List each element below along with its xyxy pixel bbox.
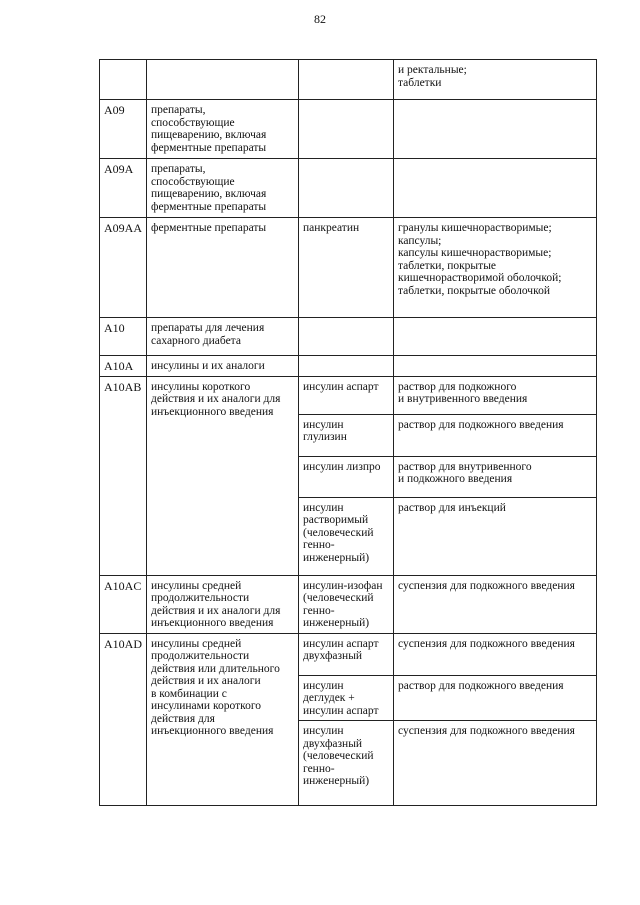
atc-code-cell <box>100 159 147 218</box>
dosage-form-cell <box>394 456 597 497</box>
dosage-form-cell-line: раствор для подкожного введения <box>398 679 564 692</box>
group-name-cell <box>147 218 299 318</box>
table-row <box>100 318 597 356</box>
group-name-cell-line: действия или длительного <box>151 662 280 675</box>
group-name-cell-line: инсулины средней <box>151 637 242 650</box>
substance-cell-line: (человеческий <box>303 592 374 604</box>
substance-cell-line: (человеческий <box>303 750 374 762</box>
table-row <box>100 159 597 218</box>
substance-cell <box>299 456 394 497</box>
substance-cell <box>299 721 394 806</box>
group-name-cell-line: инсулины короткого <box>151 380 251 393</box>
dosage-form-cell <box>394 60 597 100</box>
substance-cell <box>299 60 394 100</box>
substance-cell-line: панкреатин <box>303 222 360 234</box>
atc-code-cell-line: A09A <box>104 162 134 176</box>
dosage-form-cell-line: и ректальные; <box>398 64 467 76</box>
dosage-form-cell-line: таблетки <box>398 76 442 89</box>
table-row <box>100 376 597 414</box>
substance-cell-line: инсулин аспарт <box>303 704 379 717</box>
group-name-cell-line: действия для <box>151 712 215 725</box>
group-name-cell-line: действия и их аналоги для <box>151 604 281 617</box>
substance-cell-line: генно- <box>303 539 335 551</box>
substance-cell-line: (человеческий <box>303 526 374 539</box>
atc-code-cell-line: A10A <box>104 359 134 373</box>
dosage-form-cell-line: таблетки, покрытые оболочкой <box>398 284 550 297</box>
dosage-form-cell-line: раствор для инъекций <box>398 501 506 514</box>
group-name-cell-line: препараты, <box>151 163 206 175</box>
dosage-form-cell-line: кишечнорастворимой оболочкой; <box>398 272 562 284</box>
group-name-cell-line: продолжительности <box>151 592 250 604</box>
group-name-cell-line: препараты для лечения <box>151 322 265 334</box>
substance-cell <box>299 675 394 721</box>
group-name-cell-line: ферментные препараты <box>151 200 267 213</box>
group-name-cell-line: инъекционного введения <box>151 405 274 418</box>
group-name-cell-line: продолжительности <box>151 650 250 662</box>
substance-cell <box>299 218 394 318</box>
drug-classification-table <box>99 59 597 806</box>
dosage-form-cell-line: суспензия для подкожного введения <box>398 725 575 737</box>
atc-code-cell <box>100 575 147 633</box>
dosage-form-cell <box>394 497 597 575</box>
atc-code-cell-line: A10AD <box>104 636 142 651</box>
group-name-cell <box>147 60 299 100</box>
group-name-cell-line: пищеварению, включая <box>151 129 267 141</box>
dosage-form-cell <box>394 414 597 456</box>
table-row <box>100 575 597 633</box>
group-name-cell-line: в комбинации с <box>151 687 227 700</box>
dosage-form-cell <box>394 218 597 318</box>
substance-cell <box>299 100 394 159</box>
substance-cell-line: генно- <box>303 762 335 775</box>
group-name-cell <box>147 100 299 159</box>
substance-cell <box>299 318 394 356</box>
atc-code-cell-line: A10AB <box>104 379 142 394</box>
group-name-cell-line: инсулины средней <box>151 579 242 592</box>
table-row <box>100 60 597 100</box>
substance-cell-line: инсулин лизпро <box>303 460 381 473</box>
dosage-form-cell-line: суспензия для подкожного введения <box>398 579 575 592</box>
substance-cell <box>299 633 394 675</box>
dosage-form-cell-line: капсулы; <box>398 234 442 247</box>
atc-code-cell <box>100 376 147 575</box>
substance-cell-line: инсулин аспарт <box>303 380 379 393</box>
group-name-cell <box>147 575 299 633</box>
substance-cell <box>299 356 394 377</box>
dosage-form-cell-line: гранулы кишечнорастворимые; <box>398 222 552 234</box>
group-name-cell <box>147 633 299 806</box>
dosage-form-cell-line: суспензия для подкожного введения <box>398 637 575 650</box>
dosage-form-cell <box>394 675 597 721</box>
substance-cell-line: инсулин <box>303 501 344 514</box>
table-row <box>100 356 597 377</box>
table-row <box>100 100 597 159</box>
substance-cell-line: деглудек + <box>303 692 355 704</box>
group-name-cell-line: пищеварению, включая <box>151 188 267 200</box>
substance-cell-line: инсулин аспарт <box>303 637 379 650</box>
substance-cell-line: инсулин <box>303 679 344 692</box>
substance-cell <box>299 575 394 633</box>
substance-cell-line: двухфазный <box>303 737 363 750</box>
dosage-form-cell-line: раствор для подкожного введения <box>398 418 564 431</box>
group-name-cell-line: способствующие <box>151 175 235 188</box>
atc-code-cell-line: A10 <box>104 321 125 335</box>
substance-cell <box>299 159 394 218</box>
group-name-cell-line: способствующие <box>151 116 235 129</box>
dosage-form-cell-line: раствор для подкожного <box>398 380 517 393</box>
dosage-form-cell <box>394 159 597 218</box>
group-name-cell-line: инсулинами короткого <box>151 700 262 712</box>
substance-cell-line: инсулин-изофан <box>303 579 383 592</box>
group-name-cell <box>147 356 299 377</box>
group-name-cell-line: ферментные препараты <box>151 222 267 234</box>
atc-code-cell-line: A10AC <box>104 578 142 593</box>
group-name-cell-line: инъекционного введения <box>151 725 274 737</box>
table-row <box>100 218 597 318</box>
substance-cell-line: инсулин <box>303 418 344 431</box>
substance-cell-line: инженерный) <box>303 775 370 787</box>
dosage-form-cell <box>394 633 597 675</box>
dosage-form-cell <box>394 376 597 414</box>
dosage-form-cell-line: и подкожного введения <box>398 473 513 485</box>
table-row <box>100 633 597 675</box>
page-number: 82 <box>314 12 326 26</box>
substance-cell-line: двухфазный <box>303 650 363 662</box>
dosage-form-cell-line: таблетки, покрытые <box>398 259 497 272</box>
dosage-form-cell <box>394 721 597 806</box>
group-name-cell <box>147 159 299 218</box>
substance-cell <box>299 414 394 456</box>
dosage-form-cell-line: и внутривенного введения <box>398 393 528 405</box>
dosage-form-cell-line: раствор для внутривенного <box>398 460 532 473</box>
substance-cell-line: инсулин <box>303 725 344 737</box>
atc-code-cell <box>100 633 147 806</box>
group-name-cell-line: ферментные препараты <box>151 141 267 154</box>
substance-cell-line: инженерный) <box>303 551 370 564</box>
dosage-form-cell <box>394 318 597 356</box>
dosage-form-cell <box>394 100 597 159</box>
substance-cell-line: растворимый <box>303 514 369 526</box>
atc-code-cell <box>100 60 147 100</box>
substance-cell-line: генно- <box>303 604 335 617</box>
substance-cell <box>299 497 394 575</box>
atc-code-cell <box>100 356 147 377</box>
atc-code-cell-line: A09 <box>104 103 125 117</box>
dosage-form-cell <box>394 575 597 633</box>
group-name-cell-line: сахарного диабета <box>151 334 241 347</box>
group-name-cell-line: действия и их аналоги для <box>151 393 281 405</box>
dosage-form-cell <box>394 356 597 377</box>
atc-code-cell <box>100 218 147 318</box>
atc-code-cell <box>100 100 147 159</box>
group-name-cell-line: инъекционного введения <box>151 617 274 629</box>
atc-code-cell <box>100 318 147 356</box>
substance-cell-line: глулизин <box>303 431 347 443</box>
dosage-form-cell-line: капсулы кишечнорастворимые; <box>398 247 552 259</box>
substance-cell <box>299 376 394 414</box>
group-name-cell-line: действия и их аналоги <box>151 675 261 687</box>
substance-cell-line: инженерный) <box>303 617 370 629</box>
group-name-cell-line: препараты, <box>151 104 206 116</box>
group-name-cell-line: инсулины и их аналоги <box>151 360 265 372</box>
group-name-cell <box>147 318 299 356</box>
group-name-cell <box>147 376 299 575</box>
atc-code-cell-line: A09AA <box>104 221 142 235</box>
table-body <box>100 60 597 806</box>
